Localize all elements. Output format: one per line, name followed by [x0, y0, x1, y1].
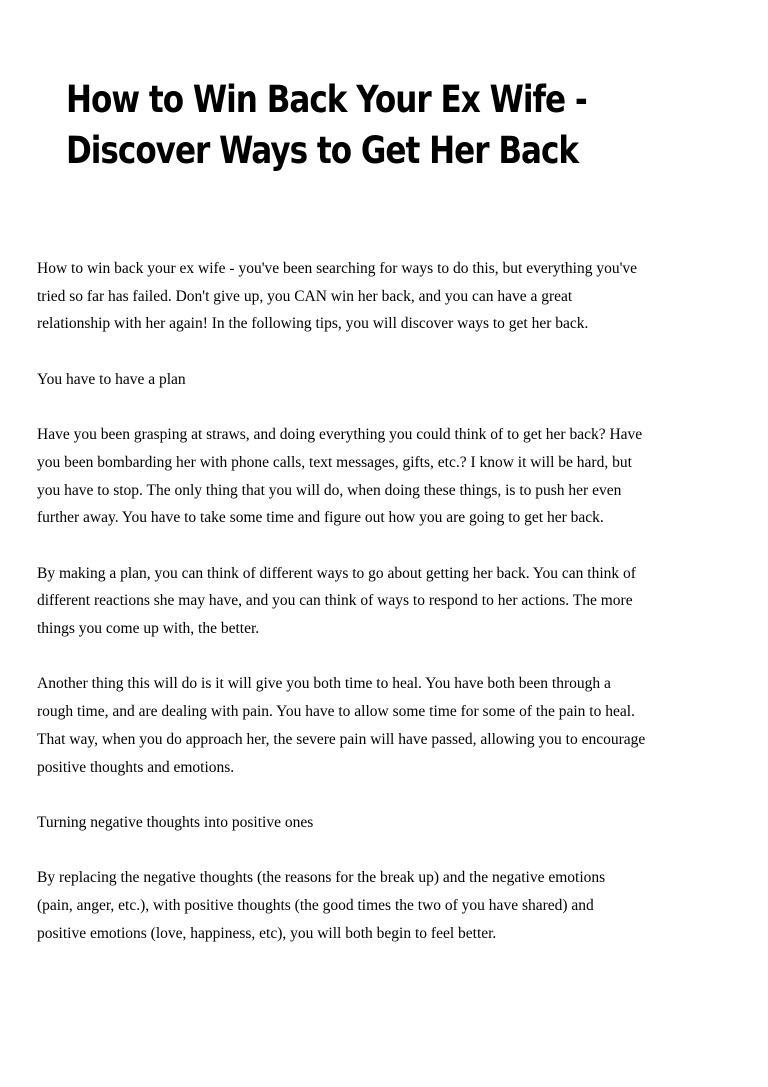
text-line: How to win back your ex wife - you've been searching for ways to do this, but everything you've	[37, 260, 638, 277]
text-line: positive emotions (love, happiness, etc), you will both begin to feel better.	[37, 924, 497, 942]
text-line: Turning negative thoughts into positive ones	[37, 813, 314, 831]
title-line: Discover Ways to Get Her Back	[66, 129, 579, 172]
text-line: you been bombarding her with phone calls, text messages, gifts, etc.? I know it will be hard, but	[37, 453, 632, 471]
text-line: different reactions she may have, and you can think of ways to respond to her actions. The more	[37, 592, 633, 610]
text-line: You have to have a plan	[37, 370, 186, 388]
text-line: things you come up with, the better.	[37, 620, 260, 638]
text-line: Have you been grasping at straws, and doing everything you could think of to get her back? Have	[37, 426, 643, 444]
section-heading-negative-thoughts	[37, 809, 737, 837]
document-body	[37, 255, 737, 975]
document-title	[66, 74, 604, 176]
paragraph-heal	[37, 670, 737, 781]
text-line: tried so far has failed. Don't give up, you CAN win her back, and you can have a great	[37, 287, 573, 305]
text-line: further away. You have to take some time and figure out how you are going to get her back.	[37, 509, 604, 527]
text-line: That way, when you do approach her, the severe pain will have passed, allowing you to encourage	[37, 730, 646, 748]
text-line: positive thoughts and emotions.	[37, 758, 235, 776]
paragraph-replacing	[37, 864, 737, 947]
text-line: By replacing the negative thoughts (the reasons for the break up) and the negative emotions	[37, 869, 606, 887]
text-line: By making a plan, you can think of different ways to go about getting her back. You can think of	[37, 564, 636, 582]
text-line: you have to stop. The only thing that you will do, when doing these things, is to push her even	[37, 481, 622, 499]
paragraph-making-plan	[37, 560, 737, 643]
text-line: relationship with her again! In the following tips, you will discover ways to get her back.	[37, 315, 589, 333]
text-line: rough time, and are dealing with pain. You have to allow some time for some of the pain to heal.	[37, 703, 635, 721]
intro-paragraph	[37, 255, 737, 338]
text-line: Another thing this will do is it will give you both time to heal. You have both been through a	[37, 675, 611, 693]
section-heading-plan	[37, 366, 737, 394]
title-line: How to Win Back Your Ex Wife -	[66, 78, 587, 121]
text-line: (pain, anger, etc.), with positive thoughts (the good times the two of you have shared) and	[37, 897, 594, 915]
paragraph-grasping	[37, 421, 737, 532]
